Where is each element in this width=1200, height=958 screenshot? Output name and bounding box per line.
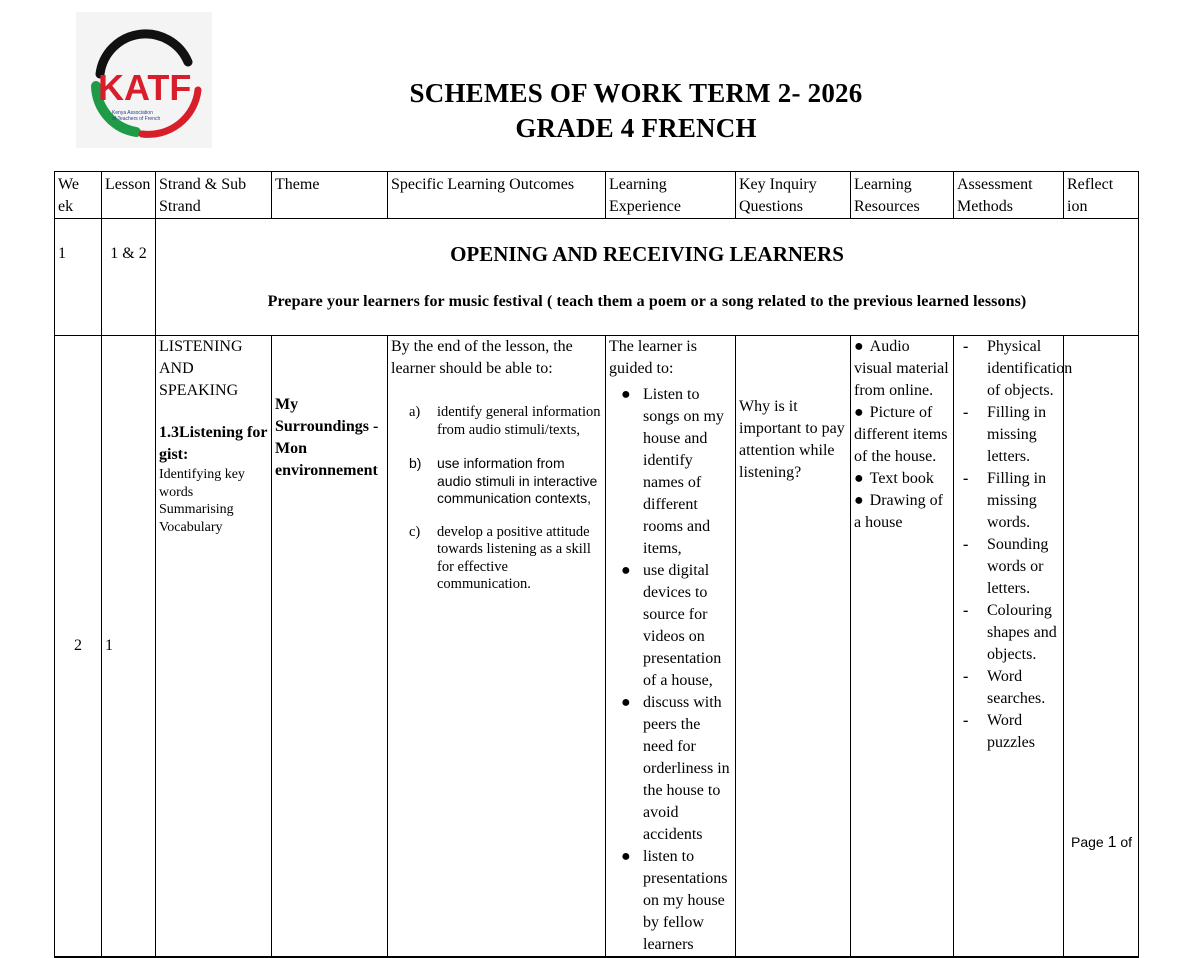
col-header-reflection: Reflect ion [1064, 172, 1139, 219]
list-item: ● Audio visual material from online. [854, 338, 949, 399]
strand-line: LISTENING [159, 338, 243, 355]
table-row [55, 336, 1139, 958]
table-header-row [55, 172, 1139, 219]
sub-strand-items: Identifying key words Summarising Vocabulary [159, 467, 245, 535]
dash-icon: - [963, 668, 969, 685]
col-header-strand: Strand & Sub Strand [156, 172, 272, 219]
list-item: ● listen to presentations on my house by fellow learners [621, 848, 728, 953]
list-item: ● use digital devices to source for videos on presentation of a house, [621, 562, 722, 689]
lesson-cell: 1 [102, 336, 156, 958]
le-list [609, 384, 732, 956]
dash-icon: - [963, 470, 969, 487]
dash-icon: - [963, 404, 969, 421]
opening-cell [156, 219, 1139, 336]
col-header-slo: Specific Learning Outcomes [388, 172, 606, 219]
page-footer [1071, 834, 1132, 852]
dash-icon: - [963, 712, 969, 729]
assessment-list [957, 336, 1073, 754]
schemes-table [54, 171, 1139, 958]
bullet-icon: ● [621, 694, 631, 711]
list-item: - Word searches. [963, 668, 1046, 707]
logo-text: KATF [98, 67, 192, 108]
theme-cell: My Surroundings - Mon environnement [272, 336, 388, 958]
col-header-resources: Learning Resources [851, 172, 954, 219]
list-item: - Sounding words or letters. [963, 536, 1049, 597]
dash-icon: - [963, 536, 969, 553]
list-item: ● Listen to songs on my house and identify names of different rooms and items, [621, 386, 724, 557]
opening-banner: OPENING AND RECEIVING LEARNERS [450, 242, 844, 266]
bullet-icon: ● [621, 562, 631, 579]
table-row [55, 219, 1139, 336]
slo-intro: By the end of the lesson, the learner should be able to: [391, 338, 573, 377]
list-item: ● discuss with peers the need for orderliness in the house to avoid accidents [621, 694, 730, 843]
list-item: c) develop a positive attitude towards listening as a skill for effective communication. [409, 523, 591, 592]
lesson-cell: 1 & 2 [102, 219, 156, 336]
list-item: a) identify general information from audio stimuli/texts, [409, 404, 601, 438]
page-label: Page [1071, 834, 1104, 850]
list-item: ● Text book [854, 470, 934, 487]
col-header-assessment: Assessment Methods [954, 172, 1064, 219]
strand-cell [156, 336, 272, 958]
resources-cell [851, 336, 954, 958]
list-item: - Filling in missing words. [963, 470, 1047, 531]
sub-strand-title: 1.3Listening for gist: [159, 424, 268, 463]
strand-line: SPEAKING [159, 382, 239, 399]
col-header-theme: Theme [272, 172, 388, 219]
opening-note: Prepare your learners for music festival ( teach them a poem or a song related to the previous learned lessons) [267, 293, 1027, 310]
learning-experience-cell [606, 336, 736, 958]
resources-list [854, 336, 950, 534]
slo-cell [388, 336, 606, 958]
list-item: ● Picture of different items of the house. [854, 404, 948, 465]
reflection-cell [1064, 336, 1139, 958]
bullet-icon: ● [621, 386, 631, 403]
col-header-key-inquiry: Key Inquiry Questions [736, 172, 851, 219]
list-item: - Colouring shapes and objects. [963, 602, 1057, 663]
col-header-learning-experience: Learning Experience [606, 172, 736, 219]
list-item: ● Drawing of a house [854, 492, 943, 531]
bullet-icon: ● [854, 492, 864, 509]
col-header-lesson: Lesson [102, 172, 156, 219]
week-cell: 2 [55, 336, 102, 958]
le-intro: The learner is guided to: [609, 338, 697, 377]
col-header-week: We ek [55, 172, 102, 219]
dash-icon: - [963, 602, 969, 619]
list-item: - Word puzzles [963, 712, 1035, 751]
svg-text:of Teachers of French: of Teachers of French [112, 116, 161, 122]
dash-icon: - [963, 338, 969, 355]
slo-list [391, 404, 602, 594]
strand-line: AND [159, 360, 194, 377]
list-item: b) use information from audio stimuli in interactive communication contexts, [409, 455, 598, 506]
list-item: - Filling in missing letters. [963, 404, 1047, 465]
svg-text:Kenya Association: Kenya Association [112, 110, 153, 116]
bullet-icon: ● [621, 848, 631, 865]
assessment-cell [954, 336, 1073, 958]
document-subtitle: GRADE 4 FRENCH [515, 113, 757, 143]
document-title: SCHEMES OF WORK TERM 2- 2026 [409, 78, 863, 108]
key-inquiry-cell: Why is it important to pay attention while listening? [736, 336, 851, 958]
list-item: - Physical identification of objects. [963, 338, 1073, 399]
of-label: of [1120, 834, 1133, 850]
page-number: 1 [1107, 834, 1117, 851]
bullet-icon: ● [854, 338, 864, 355]
bullet-icon: ● [854, 404, 864, 421]
week-cell: 1 [55, 219, 102, 336]
bullet-icon: ● [854, 470, 864, 487]
